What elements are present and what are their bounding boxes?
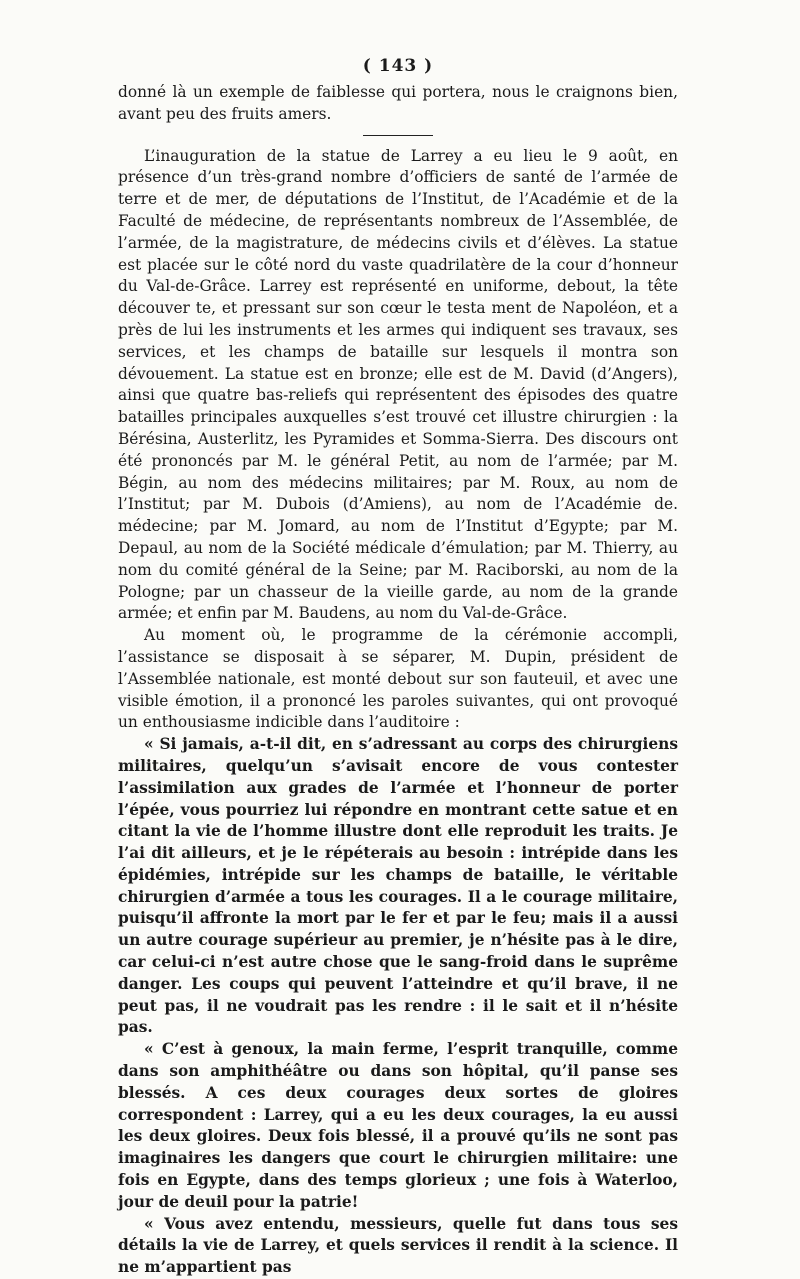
paragraph-dupin: Au moment où, le programme de la cérémonie accompli, l’assistance se disposait à se séparer, M. Dupin, président de l’Assemblée nationale, est monté debout sur son fauteuil, et avec une visible émotion, il a prononcé les paroles suivantes, qui ont provoqué un enthousiasme indicible dans l’auditoire : [118, 626, 678, 732]
document-page [118, 56, 678, 1279]
paragraph-quote-1: « Si jamais, a-t-il dit, en s’adressant au corps des chirurgiens militaires, quelqu’un s’avisait encore de vous contester l’assimilation aux grades de l’armée et l’honneur de porter l’épée, vous pourriez lui répondre en montrant cette satue et en citant la vie de l’homme illustre dont elle reproduit les traits. Je l’ai dit ailleurs, et je le répéterais au besoin : intrépide dans les épidémies, intrépide sur les champs de bataille, le véritable chirurgien d’armée a tous les courages. Il a le courage militaire, puisqu’il affronte la mort par le fer et par le feu; mais il a aussi un autre courage supérieur au premier, je n’hésite pas à le dire, car celui-ci n’est autre chose que le sang-froid dans le suprême danger. Les coups qui peuvent l’atteindre et qu’il brave, il ne peut pas, il ne voudrait pas les rendre : il le sait et il n’hésite pas. [118, 735, 678, 1037]
paragraph-inauguration: L’inauguration de la statue de Larrey a eu lieu le 9 août, en présence d’un très-grand nombre d’officiers de santé de l’armée de terre et de mer, de députations de l’Institut, de l’Académie et de la Faculté de médecine, de représentants nombreux de l’Assemblée, de l’armée, de la magistrature, de médecins civils et d’élèves. La statue est placée sur le côté nord du vaste quadrilatère de la cour d’honneur du Val-de-Grâce. Larrey est représenté en uniforme, debout, la tête découver te, et pressant sur son cœur le testa ment de Napoléon, et a près de lui les instruments et les armes qui indiquent ses travaux, ses services, et les champs de bataille sur lesquels il montra son dévouement. La statue est en bronze; elle est de M. David (d’Angers), ainsi que quatre bas-reliefs qui représentent des épisodes des quatre batailles principales auxquelles s’est trouvé cet illustre chirurgien : la Bérésina, Austerlitz, les Pyramides et Somma-Sierra. Des discours ont été prononcés par M. le général Petit, au nom de l’armée; par M. Bégin, au nom des médecins militaires; par M. Roux, au nom de l’Institut; par M. Dubois (d’Amiens), au nom de l’Académie de. médecine; par M. Jomard, au nom de l’Institut d’Egypte; par M. Depaul, au nom de la Société médicale d’émulation; par M. Thierry, au nom du comité général de la Seine; par M. Raciborski, au nom de la Pologne; par un chasseur de la vieille garde, au nom de la grande armée; et enfin par M. Baudens, au nom du Val-de-Grâce. [118, 146, 678, 623]
paragraph-quote-3: « Vous avez entendu, messieurs, quelle fut dans tous ses détails la vie de Larrey, et quels services il rendit à la science. Il ne m’appartient pas [118, 1214, 678, 1277]
paragraph-quote-2: « C’est à genoux, la main ferme, l’esprit tranquille, comme dans son amphithéâtre ou dans son hôpital, qu’il panse ses blessés. A ces deux courages deux sortes de gloires correspondent : Larrey, qui a eu les deux courages, la eu aussi les deux gloires. Deux fois blessé, il a prouvé qu’ils ne sont pas imaginaires les dangers que court le chirurgien militaire: une fois en Egypte, dans des temps glorieux ; une fois à Waterloo, jour de deuil pour la patrie! [118, 1040, 678, 1211]
paragraph-intro: donné là un exemple de faiblesse qui portera, nous le craignons bien, avant peu des fruits amers. [118, 83, 678, 123]
page-number: ( 143 ) [362, 56, 434, 76]
section-divider [363, 135, 433, 136]
